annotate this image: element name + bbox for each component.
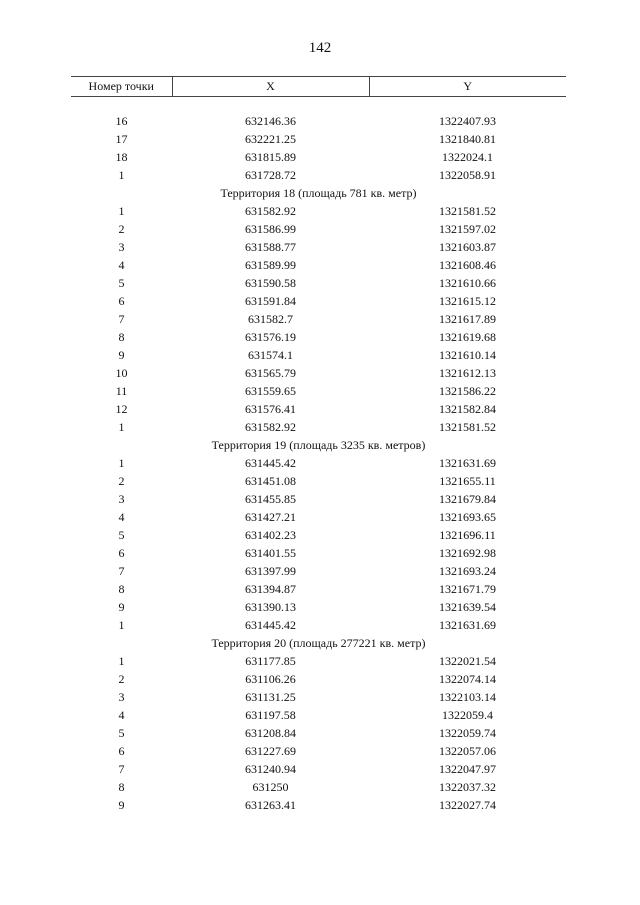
table-row	[71, 778, 566, 796]
y-coordinate-cell: 1321615.12	[439, 293, 496, 308]
table-row	[71, 508, 566, 526]
y-coordinate-cell: 1321581.52	[439, 419, 496, 434]
x-coordinate-cell: 631576.19	[245, 329, 296, 344]
y-coordinate-cell: 1322021.54	[439, 653, 496, 668]
y-coordinate-cell: 1321619.68	[439, 329, 496, 344]
y-coordinate-cell: 1321603.87	[439, 239, 496, 254]
table-row	[71, 670, 566, 688]
table-row	[71, 202, 566, 220]
point-number-cell: 1	[118, 617, 125, 632]
x-coordinate-cell: 631728.72	[245, 167, 296, 182]
point-number-cell: 4	[118, 509, 125, 524]
y-coordinate-cell: 1322074.14	[439, 671, 496, 686]
point-number-cell: 16	[115, 113, 128, 128]
x-coordinate-cell: 631586.99	[245, 221, 296, 236]
y-coordinate-cell: 1322059.74	[439, 725, 496, 740]
y-coordinate-cell: 1322027.74	[439, 797, 496, 812]
x-coordinate-cell: 631451.08	[245, 473, 296, 488]
x-coordinate-cell: 631263.41	[245, 797, 296, 812]
point-number-cell: 10	[115, 365, 128, 380]
point-number-cell: 9	[118, 599, 125, 614]
table-row	[71, 112, 566, 130]
point-number-cell: 5	[118, 527, 125, 542]
point-number-cell: 12	[115, 401, 128, 416]
point-number-cell: 6	[118, 545, 125, 560]
point-number-cell: 9	[118, 347, 125, 362]
y-coordinate-cell: 1321617.89	[439, 311, 496, 326]
column-header-x: X	[172, 77, 369, 97]
y-coordinate-cell: 1321692.98	[439, 545, 496, 560]
table-row	[71, 418, 566, 436]
point-number-cell: 18	[115, 149, 128, 164]
point-number-cell: 8	[118, 329, 125, 344]
territory-title: Территория 20 (площадь 277221 кв. метр)	[211, 635, 426, 650]
y-coordinate-cell: 1322103.14	[439, 689, 496, 704]
table-row	[71, 562, 566, 580]
point-number-cell: 1	[118, 203, 125, 218]
header-spacer-row	[71, 97, 566, 113]
y-coordinate-cell: 1321679.84	[439, 491, 496, 506]
y-coordinate-cell: 1321693.24	[439, 563, 496, 578]
point-number-cell: 6	[118, 293, 125, 308]
y-coordinate-cell: 1322047.97	[439, 761, 496, 776]
territory-title: Территория 19 (площадь 3235 кв. метров)	[211, 437, 426, 452]
point-number-cell: 4	[118, 707, 125, 722]
y-coordinate-cell: 1321631.69	[439, 455, 496, 470]
table-row	[71, 292, 566, 310]
page-number: 142	[308, 40, 332, 56]
point-number-cell: 2	[118, 221, 125, 236]
point-number-cell: 6	[118, 743, 125, 758]
x-coordinate-cell: 631582.92	[245, 203, 296, 218]
point-number-cell: 3	[118, 239, 125, 254]
x-coordinate-cell: 631582.7	[248, 311, 293, 326]
y-coordinate-cell: 1321840.81	[439, 131, 496, 146]
x-coordinate-cell: 631815.89	[245, 149, 296, 164]
y-coordinate-cell: 1321612.13	[439, 365, 496, 380]
table-row	[71, 328, 566, 346]
territory-section-row	[71, 184, 566, 202]
y-coordinate-cell: 1322058.91	[439, 167, 496, 182]
column-header-y: Y	[369, 77, 566, 97]
point-number-cell: 2	[118, 473, 125, 488]
point-number-cell: 8	[118, 581, 125, 596]
y-coordinate-cell: 1322024.1	[442, 149, 493, 164]
x-coordinate-cell: 631250	[252, 779, 289, 794]
point-number-cell: 11	[115, 383, 128, 398]
x-coordinate-cell: 632221.25	[245, 131, 296, 146]
y-coordinate-cell: 1321693.65	[439, 509, 496, 524]
coordinates-table	[71, 76, 566, 814]
x-coordinate-cell: 631397.99	[245, 563, 296, 578]
table-row	[71, 760, 566, 778]
x-coordinate-cell: 631445.42	[245, 455, 296, 470]
table-row	[71, 310, 566, 328]
table-row	[71, 616, 566, 634]
y-coordinate-cell: 1322037.32	[439, 779, 496, 794]
point-number-cell: 1	[118, 167, 125, 182]
x-coordinate-cell: 631402.23	[245, 527, 296, 542]
table-row	[71, 166, 566, 184]
x-coordinate-cell: 631240.94	[245, 761, 296, 776]
table-row	[71, 400, 566, 418]
x-coordinate-cell: 631208.84	[245, 725, 296, 740]
x-coordinate-cell: 631427.21	[245, 509, 296, 524]
x-coordinate-cell: 631106.26	[245, 671, 296, 686]
table-body	[71, 97, 566, 815]
point-number-cell: 3	[118, 689, 125, 704]
column-header-point-number: Номер точки	[71, 77, 172, 97]
table-row	[71, 724, 566, 742]
y-coordinate-cell: 1321671.79	[439, 581, 496, 596]
y-coordinate-cell: 1322059.4	[442, 707, 493, 722]
table-row	[71, 256, 566, 274]
point-number-cell: 17	[115, 131, 128, 146]
territory-section-row	[71, 634, 566, 652]
x-coordinate-cell: 631565.79	[245, 365, 296, 380]
point-number-cell: 7	[118, 761, 125, 776]
point-number-cell: 5	[118, 275, 125, 290]
x-coordinate-cell: 631576.41	[245, 401, 296, 416]
x-coordinate-cell: 631197.58	[245, 707, 296, 722]
table-row	[71, 580, 566, 598]
table-row	[71, 382, 566, 400]
point-number-cell: 8	[118, 779, 125, 794]
x-coordinate-cell: 631455.85	[245, 491, 296, 506]
table-row	[71, 742, 566, 760]
y-coordinate-cell: 1321608.46	[439, 257, 496, 272]
table-row	[71, 220, 566, 238]
table-row	[71, 364, 566, 382]
point-number-cell: 5	[118, 725, 125, 740]
x-coordinate-cell: 631574.1	[248, 347, 293, 362]
x-coordinate-cell: 631394.87	[245, 581, 296, 596]
table-row	[71, 706, 566, 724]
point-number-cell: 2	[118, 671, 125, 686]
y-coordinate-cell: 1322407.93	[439, 113, 496, 128]
table-row	[71, 130, 566, 148]
table-row	[71, 526, 566, 544]
y-coordinate-cell: 1321610.66	[439, 275, 496, 290]
point-number-cell: 7	[118, 563, 125, 578]
y-coordinate-cell: 1321631.69	[439, 617, 496, 632]
x-coordinate-cell: 631177.85	[245, 653, 296, 668]
x-coordinate-cell: 631227.69	[245, 743, 296, 758]
point-number-cell: 7	[118, 311, 125, 326]
table-row	[71, 598, 566, 616]
point-number-cell: 3	[118, 491, 125, 506]
table-row	[71, 490, 566, 508]
y-coordinate-cell: 1321582.84	[439, 401, 496, 416]
point-number-cell: 1	[118, 419, 125, 434]
y-coordinate-cell: 1321586.22	[439, 383, 496, 398]
x-coordinate-cell: 631401.55	[245, 545, 296, 560]
table-row	[71, 238, 566, 256]
x-coordinate-cell: 631582.92	[245, 419, 296, 434]
table-header-row	[71, 77, 566, 97]
y-coordinate-cell: 1321655.11	[439, 473, 496, 488]
x-coordinate-cell: 631588.77	[245, 239, 296, 254]
y-coordinate-cell: 1321610.14	[439, 347, 496, 362]
y-coordinate-cell: 1321597.02	[439, 221, 496, 236]
x-coordinate-cell: 631589.99	[245, 257, 296, 272]
table-row	[71, 796, 566, 814]
y-coordinate-cell: 1321696.11	[439, 527, 496, 542]
x-coordinate-cell: 631590.58	[245, 275, 296, 290]
y-coordinate-cell: 1322057.06	[439, 743, 496, 758]
point-number-cell: 4	[118, 257, 125, 272]
table-row	[71, 454, 566, 472]
x-coordinate-cell: 631559.65	[245, 383, 296, 398]
table-row	[71, 544, 566, 562]
table-row	[71, 274, 566, 292]
x-coordinate-cell: 631390.13	[245, 599, 296, 614]
point-number-cell: 9	[118, 797, 125, 812]
x-coordinate-cell: 631445.42	[245, 617, 296, 632]
y-coordinate-cell: 1321581.52	[439, 203, 496, 218]
x-coordinate-cell: 632146.36	[245, 113, 296, 128]
x-coordinate-cell: 631591.84	[245, 293, 296, 308]
point-number-cell: 1	[118, 455, 125, 470]
y-coordinate-cell: 1321639.54	[439, 599, 496, 614]
territory-section-row	[71, 436, 566, 454]
territory-title: Территория 18 (площадь 781 кв. метр)	[220, 185, 417, 200]
table-row	[71, 688, 566, 706]
table-row	[71, 652, 566, 670]
table-row	[71, 472, 566, 490]
point-number-cell: 1	[118, 653, 125, 668]
table-row	[71, 148, 566, 166]
x-coordinate-cell: 631131.25	[245, 689, 296, 704]
table-row	[71, 346, 566, 364]
